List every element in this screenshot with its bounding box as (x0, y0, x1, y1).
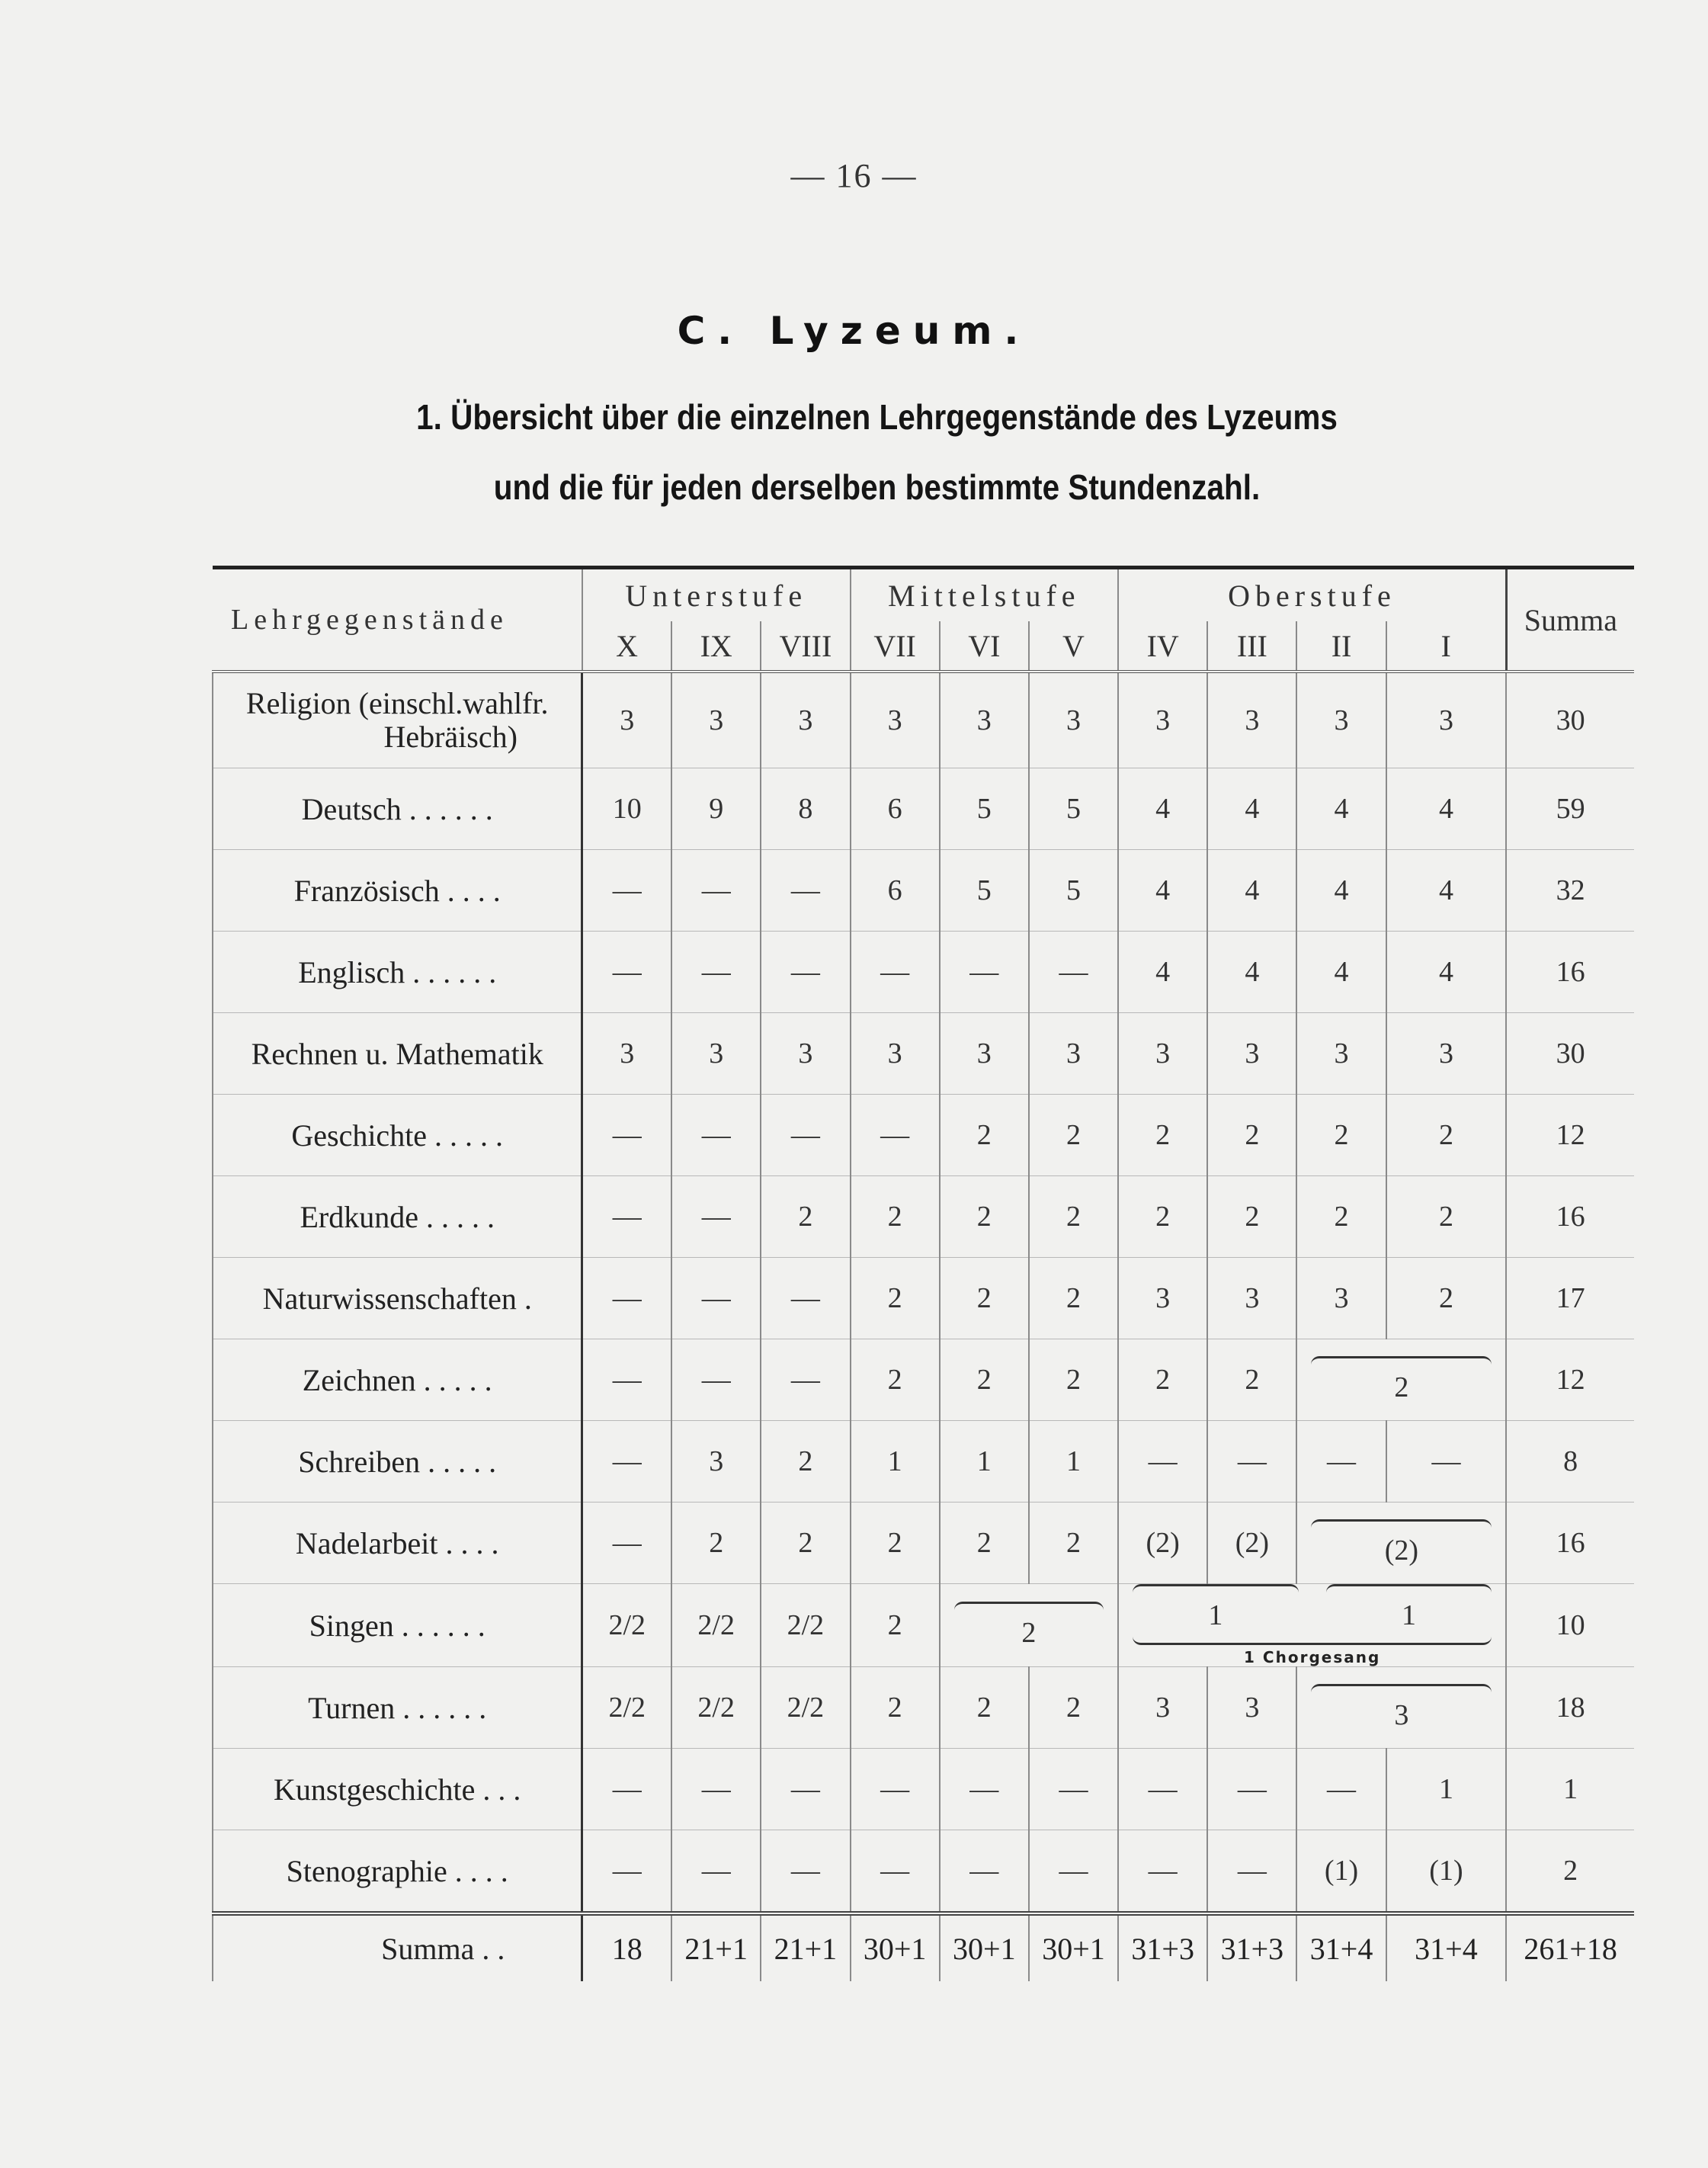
subject-label-continued: Hebräisch) (383, 720, 518, 754)
row-sum: 32 (1506, 850, 1634, 932)
hours-cell: — (1207, 1421, 1296, 1503)
hours-cell: 3 (1296, 1013, 1386, 1095)
class-header: I (1386, 621, 1507, 672)
choir-value-a: 1 (1208, 1599, 1223, 1631)
hours-cell: 2 (1118, 1095, 1207, 1176)
hours-cell: 2 (1029, 1503, 1118, 1584)
hours-cell: — (940, 932, 1029, 1013)
total-cell: 30+1 (851, 1913, 940, 1981)
merged-hours-cell (1296, 1503, 1506, 1584)
hours-cell: (2) (1118, 1503, 1207, 1584)
subject-label: Zeichnen . . . . . (213, 1339, 582, 1421)
total-cell: 31+3 (1207, 1913, 1296, 1981)
hours-cell: 2 (1386, 1176, 1507, 1258)
hours-cell: 2 (1386, 1258, 1507, 1339)
class-header: V (1029, 621, 1118, 672)
row-sum: 30 (1506, 1013, 1634, 1095)
hours-cell: 2 (761, 1421, 850, 1503)
table-row (213, 672, 1634, 768)
subject-label: Nadelarbeit . . . . (213, 1503, 582, 1584)
hours-cell: — (582, 850, 671, 932)
table-row (213, 1503, 1634, 1584)
hours-cell: 2 (1296, 1095, 1386, 1176)
subject-header: Lehrgegenstände (213, 568, 582, 672)
class-header: IV (1118, 621, 1207, 672)
hours-cell: — (1207, 1830, 1296, 1914)
brace-mark (954, 1602, 1104, 1610)
row-sum: 10 (1506, 1584, 1634, 1667)
hours-cell: — (1029, 932, 1118, 1013)
brace-mark (1133, 1584, 1299, 1592)
hours-cell: 2 (1029, 1339, 1118, 1421)
hours-cell: 2 (851, 1584, 940, 1667)
row-sum: 12 (1506, 1095, 1634, 1176)
merged-hours-cell (1296, 1339, 1506, 1421)
subtitle-line-1: 1. Übersicht über die einzelnen Lehrgegenstände des Lyzeums (416, 397, 1338, 437)
table-row (213, 1176, 1634, 1258)
hours-cell: — (1029, 1830, 1118, 1914)
hours-cell: 1 (940, 1421, 1029, 1503)
row-sum: 59 (1506, 768, 1634, 850)
brace-mark (1311, 1684, 1492, 1692)
hours-cell: 3 (582, 672, 671, 768)
hours-cell: — (761, 1749, 850, 1830)
hours-cell: 3 (940, 1013, 1029, 1095)
total-cell: 21+1 (671, 1913, 761, 1981)
hours-cell: — (582, 1176, 671, 1258)
hours-cell: 3 (1118, 1667, 1207, 1749)
hours-cell: 3 (1207, 672, 1296, 768)
total-cell: 31+3 (1118, 1913, 1207, 1981)
hours-cell: 2 (851, 1176, 940, 1258)
merged-hours-cell (1296, 1667, 1506, 1749)
total-cell: 30+1 (1029, 1913, 1118, 1981)
table-row (213, 1013, 1634, 1095)
total-cell: 30+1 (940, 1913, 1029, 1981)
subject-label: Singen . . . . . . (213, 1584, 582, 1667)
hours-cell: — (582, 1830, 671, 1914)
hours-cell: — (851, 932, 940, 1013)
total-label: Summa . . (213, 1913, 582, 1981)
merged-hours-value: 2 (1394, 1371, 1409, 1403)
class-header: VII (851, 621, 940, 672)
subject-label: Deutsch . . . . . . (213, 768, 582, 850)
brace-mark (1326, 1584, 1492, 1592)
hours-cell: — (671, 1830, 761, 1914)
total-row (213, 1913, 1634, 1981)
hours-cell: 2 (1386, 1095, 1507, 1176)
row-sum: 16 (1506, 1503, 1634, 1584)
hours-cell: 1 (1029, 1421, 1118, 1503)
hours-cell: 2 (671, 1503, 761, 1584)
section-title: C. Lyzeum. (677, 309, 1031, 353)
hours-cell: 1 (1386, 1749, 1507, 1830)
row-sum: 16 (1506, 932, 1634, 1013)
subject-label: Schreiben . . . . . (213, 1421, 582, 1503)
hours-cell: 2/2 (671, 1667, 761, 1749)
class-header: X (582, 621, 671, 672)
hours-cell: 3 (1207, 1667, 1296, 1749)
choir-part-a (1119, 1584, 1312, 1632)
hours-cell: 3 (761, 1013, 850, 1095)
subject-label: Turnen . . . . . . (213, 1667, 582, 1749)
hours-cell: 3 (671, 672, 761, 768)
hours-cell: 2 (1029, 1095, 1118, 1176)
choir-group-cell (1118, 1584, 1506, 1667)
class-header: IX (671, 621, 761, 672)
hours-cell: 2 (940, 1667, 1029, 1749)
grand-total: 261+18 (1506, 1913, 1634, 1981)
hours-cell: 3 (851, 672, 940, 768)
hours-cell: 2/2 (671, 1584, 761, 1667)
hours-cell: 4 (1118, 768, 1207, 850)
table-row (213, 1667, 1634, 1749)
brace-under-mark (1133, 1637, 1492, 1645)
merged-hours-value: 2 (1021, 1616, 1037, 1649)
hours-cell: (1) (1296, 1830, 1386, 1914)
hours-cell: 2 (851, 1667, 940, 1749)
hours-cell: — (582, 1503, 671, 1584)
row-sum: 30 (1506, 672, 1634, 768)
hours-cell: 2 (1207, 1339, 1296, 1421)
hours-cell: 3 (1029, 672, 1118, 768)
hours-cell: 3 (1386, 672, 1507, 768)
hours-cell: — (582, 932, 671, 1013)
class-header: II (1296, 621, 1386, 672)
choir-part-b (1312, 1584, 1506, 1632)
hours-cell: 2 (1118, 1339, 1207, 1421)
hours-cell: — (761, 1095, 850, 1176)
hours-cell: 4 (1296, 850, 1386, 932)
hours-cell: 4 (1296, 932, 1386, 1013)
hours-cell: 4 (1118, 932, 1207, 1013)
subject-label: Französisch . . . . (213, 850, 582, 932)
total-cell: 31+4 (1296, 1913, 1386, 1981)
hours-cell: 3 (582, 1013, 671, 1095)
hours-cell: 2 (761, 1176, 850, 1258)
hours-cell: — (851, 1095, 940, 1176)
total-cell: 18 (582, 1913, 671, 1981)
hours-cell: 2 (940, 1339, 1029, 1421)
merged-hours-value: 3 (1394, 1698, 1409, 1731)
hours-cell: 3 (761, 672, 850, 768)
hours-cell: 2/2 (761, 1584, 850, 1667)
lessons-table (212, 566, 1634, 1981)
hours-cell: 3 (1118, 1258, 1207, 1339)
subject-cell (213, 672, 582, 768)
subject-label: Stenographie . . . . (213, 1830, 582, 1914)
hours-cell: 8 (761, 768, 850, 850)
hours-cell: — (1118, 1421, 1207, 1503)
merged-hours-value: (2) (1384, 1534, 1419, 1567)
hours-cell: 2 (851, 1339, 940, 1421)
hours-cell: 2/2 (582, 1584, 671, 1667)
subject-label: Englisch . . . . . . (213, 932, 582, 1013)
hours-cell: — (671, 932, 761, 1013)
choir-note: 1 Chorgesang (1244, 1648, 1381, 1666)
hours-cell: 4 (1386, 850, 1507, 932)
hours-cell: — (1296, 1749, 1386, 1830)
hours-cell: — (851, 1749, 940, 1830)
hours-cell: — (761, 1830, 850, 1914)
hours-cell: 3 (1386, 1013, 1507, 1095)
hours-cell: (2) (1207, 1503, 1296, 1584)
hours-cell: 2 (1207, 1095, 1296, 1176)
hours-cell: 2 (940, 1095, 1029, 1176)
subtitle-line-2: und die für jeden derselben bestimmte Stundenzahl. (493, 467, 1261, 507)
hours-cell: 3 (851, 1013, 940, 1095)
table-row (213, 1584, 1634, 1667)
hours-cell: — (671, 1176, 761, 1258)
subject-label: Naturwissenschaften . (213, 1258, 582, 1339)
group-header-mittelstufe: Mittelstufe (851, 568, 1119, 622)
hours-cell: — (761, 932, 850, 1013)
brace-mark (1311, 1519, 1492, 1528)
table-row (213, 1339, 1634, 1421)
table-row (213, 1258, 1634, 1339)
hours-cell: 5 (1029, 850, 1118, 932)
hours-cell: — (671, 850, 761, 932)
hours-cell: 4 (1118, 850, 1207, 932)
table-row (213, 932, 1634, 1013)
group-header-row (213, 568, 1634, 622)
hours-cell: — (1118, 1830, 1207, 1914)
hours-cell: 2 (1029, 1667, 1118, 1749)
hours-cell: — (1118, 1749, 1207, 1830)
class-header: VIII (761, 621, 850, 672)
subject-label: Rechnen u. Mathematik (213, 1013, 582, 1095)
hours-cell: — (940, 1830, 1029, 1914)
hours-cell: 9 (671, 768, 761, 850)
hours-cell: — (582, 1258, 671, 1339)
hours-cell: — (671, 1258, 761, 1339)
merged-hours-cell (940, 1584, 1118, 1667)
hours-cell: 5 (940, 850, 1029, 932)
hours-cell: 2 (1118, 1176, 1207, 1258)
hours-cell: 2 (1296, 1176, 1386, 1258)
table-row (213, 1095, 1634, 1176)
row-sum: 8 (1506, 1421, 1634, 1503)
hours-cell: 3 (1296, 1258, 1386, 1339)
subject-label: Geschichte . . . . . (213, 1095, 582, 1176)
hours-cell: 1 (851, 1421, 940, 1503)
row-sum: 16 (1506, 1176, 1634, 1258)
hours-cell: 4 (1207, 932, 1296, 1013)
hours-cell: — (671, 1339, 761, 1421)
hours-cell: 2/2 (761, 1667, 850, 1749)
hours-cell: — (582, 1421, 671, 1503)
subject-label: Erdkunde . . . . . (213, 1176, 582, 1258)
table-row (213, 1830, 1634, 1914)
hours-cell: — (1296, 1421, 1386, 1503)
hours-cell: 3 (1118, 1013, 1207, 1095)
table-row (213, 1421, 1634, 1503)
hours-cell: — (1029, 1749, 1118, 1830)
hours-cell: — (671, 1749, 761, 1830)
hours-cell: — (761, 850, 850, 932)
row-sum: 17 (1506, 1258, 1634, 1339)
hours-cell: (1) (1386, 1830, 1507, 1914)
hours-cell: 3 (1029, 1013, 1118, 1095)
brace-mark (1311, 1356, 1492, 1365)
table-row (213, 850, 1634, 932)
hours-cell: 3 (1296, 672, 1386, 768)
hours-cell: 2 (1029, 1176, 1118, 1258)
choir-split (1119, 1584, 1505, 1632)
group-header-oberstufe: Oberstufe (1118, 568, 1506, 622)
class-header: VI (940, 621, 1029, 672)
row-sum: 1 (1506, 1749, 1634, 1830)
hours-cell: — (582, 1339, 671, 1421)
hours-cell: — (1207, 1749, 1296, 1830)
choir-value-b: 1 (1401, 1599, 1416, 1631)
hours-cell: — (582, 1095, 671, 1176)
total-cell: 21+1 (761, 1913, 850, 1981)
group-header-unterstufe: Unterstufe (582, 568, 851, 622)
hours-cell: 4 (1207, 850, 1296, 932)
hours-cell: 4 (1386, 768, 1507, 850)
hours-cell: 5 (1029, 768, 1118, 850)
hours-cell: 6 (851, 850, 940, 932)
hours-cell: 4 (1386, 932, 1507, 1013)
sum-header: Summa (1506, 568, 1634, 672)
hours-cell: — (761, 1339, 850, 1421)
table-row (213, 768, 1634, 850)
hours-cell: 2 (940, 1503, 1029, 1584)
hours-cell: 3 (671, 1013, 761, 1095)
row-sum: 12 (1506, 1339, 1634, 1421)
subject-label: Kunstgeschichte . . . (213, 1749, 582, 1830)
hours-cell: 2 (851, 1503, 940, 1584)
hours-cell: 3 (1207, 1258, 1296, 1339)
row-sum: 2 (1506, 1830, 1634, 1914)
table-row (213, 1749, 1634, 1830)
hours-cell: 2 (851, 1258, 940, 1339)
hours-cell: 2 (1207, 1176, 1296, 1258)
row-sum: 18 (1506, 1667, 1634, 1749)
hours-cell: — (851, 1830, 940, 1914)
hours-cell: 3 (1207, 1013, 1296, 1095)
hours-cell: 10 (582, 768, 671, 850)
hours-cell: 2 (1029, 1258, 1118, 1339)
hours-cell: 4 (1207, 768, 1296, 850)
hours-cell: — (671, 1095, 761, 1176)
hours-cell: 3 (940, 672, 1029, 768)
hours-cell: 4 (1296, 768, 1386, 850)
hours-cell: 3 (1118, 672, 1207, 768)
hours-cell: 5 (940, 768, 1029, 850)
hours-cell: — (582, 1749, 671, 1830)
total-cell: 31+4 (1386, 1913, 1507, 1981)
hours-cell: 2 (940, 1258, 1029, 1339)
hours-cell: 2/2 (582, 1667, 671, 1749)
page-number: — 16 — (790, 157, 918, 194)
hours-cell: 2 (940, 1176, 1029, 1258)
subject-label: Religion (einschl.wahlfr. (245, 686, 549, 720)
hours-cell: 6 (851, 768, 940, 850)
hours-cell: — (940, 1749, 1029, 1830)
hours-cell: — (1386, 1421, 1507, 1503)
hours-cell: 2 (761, 1503, 850, 1584)
hours-cell: 3 (671, 1421, 761, 1503)
hours-cell: — (761, 1258, 850, 1339)
class-header: III (1207, 621, 1296, 672)
